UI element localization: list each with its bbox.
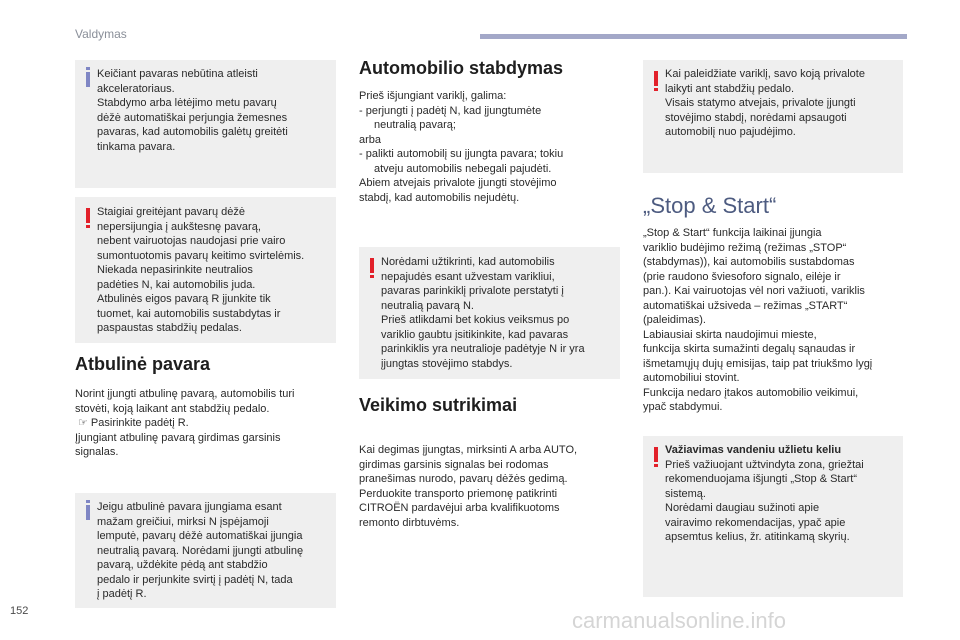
warning-icon — [654, 447, 658, 462]
heading-malfunctions: Veikimo sutrikimai — [359, 395, 518, 415]
info-text-gear-change: Keičiant pavaras nebūtina atleisti akceleratoriaus. Stabdymo arba lėtėjimo metu pavarų dėžė automatiškai perjungia žemesnes pavaras, kad automobilis galėtų greitėti tinkama pavara. — [97, 68, 288, 153]
warning-text-acceleration: Staigiai greitėjant pavarų dėžė nepersijungia į aukštesnę pavarą, nebent vairuotojas naudojasi prie vairo sumontuotomis pavarų keitimo svirtelėmis. Niekada nepasirinkite neutralios padėties N, kai automobilis juda. Atbulinės eigos pavarą R įjunkite tik tuomet, kai automobilis sustabdytas ir paspaustas stabdžių pedalas. — [97, 206, 305, 334]
page-number: 152 — [10, 605, 29, 617]
warning-icon — [370, 258, 374, 273]
watermark: carmanualsonline.info — [572, 608, 787, 633]
warning-text-flooded-road: Važiavimas vandeniu užlietu keliu Prieš važiuojant užtvindyta zona, griežtai rekomenduojama išjungti „Stop & Start“ sistemą. Norėdami daugiau sužinoti apie vairavimo rekomendacijas, ypač apie apsemtus kelius, žr. atitinkamą skyrių. — [665, 444, 864, 543]
reverse-gear-text: Norint įjungti atbulinę pavarą, automobilis turi stovėti, koją laikant ant stabdžių pedalo. ☞ Pasirinkite padėtį R. Įjungiant atbulinę pavarą girdimas garsinis signalas. — [75, 388, 295, 458]
header-bar — [480, 34, 907, 39]
stop-start-text: „Stop & Start“ funkcija laikinai įjungia variklio budėjimo režimą (režimas „STOP“ (stabdymas)), kai automobilis sustabdomas (prie raudono šviesoforo signalo, eilėje ir pan.). Kai vairuotojas vėl nori važiuoti, variklis automatiškai užsiveda – režimas „START“ (paleidimas). Labiausiai skirta naudojimui mieste, funkcija skirta sumažinti degalų sąnaudas ir išmetamųjų dujų emisijas, taip pat triukšmo lygį automobiliui stovint. Funkcija nedaro įtakos automobilio veikimui, ypač stabdymui. — [643, 227, 873, 413]
vehicle-stopping-text: Prieš išjungiant variklį, galima: - perjungti į padėtį N, kad įjungtumėte neutralią pavarą; arba - palikti automobilį su įjungta pavara; tokiu atveju automobilis nebegali pajudėti. Abiem atvejais privalote įjungti stovėjimo stabdį, kad automobilis nejudėtų. — [359, 90, 564, 204]
warning-text-neutral: Norėdami užtikrinti, kad automobilis nepajudės esant užvestam varikliui, pavaras parinkiklį privalote perstatyti į neutralią pavarą N. Prieš atlikdami bet kokius veiksmus po variklio gaubtu įsitikinkite, kad pavaras parinkiklis yra neutralioje padėtyje N ir yra įjungtas stovėjimo stabdys. — [381, 256, 585, 370]
warning-icon — [86, 208, 90, 223]
info-text-reverse: Jeigu atbulinė pavara įjungiama esant mažam greičiui, mirksi N įspėjamoji lemputė, pavarų dėžė automatiškai įjungia neutralią pavarą. Norėdami įjungti atbulinę pavarą, uždėkite pėdą ant stabdžio pedalo ir perjunkite svirtį į padėtį N, tada į padėtį R. — [97, 501, 304, 600]
info-icon — [86, 72, 90, 87]
heading-vehicle-stopping: Automobilio stabdymas — [359, 58, 564, 78]
info-icon — [86, 505, 90, 520]
warning-icon — [654, 71, 658, 86]
heading-stop-start: „Stop & Start“ — [643, 193, 777, 218]
heading-reverse-gear: Atbulinė pavara — [75, 354, 211, 374]
header-section-title: Valdymas — [75, 27, 127, 41]
warning-text-start: Kai paleidžiate variklį, savo koją privalote laikyti ant stabdžių pedalo. Visais statymo atvejais, privalote įjungti stovėjimo stabdį, norėdami apsaugoti automobilį nuo pajudėjimo. — [665, 68, 865, 138]
malfunctions-text: Kai degimas įjungtas, mirksinti A arba AUTO, girdimas garsinis signalas bei rodomas pranešimas nurodo, pavarų dėžės gedimą. Perduokite transporto priemonę patikrinti CITROËN pardavėjui arba kvalifikuotoms remonto dirbtuvėms. — [359, 444, 578, 529]
